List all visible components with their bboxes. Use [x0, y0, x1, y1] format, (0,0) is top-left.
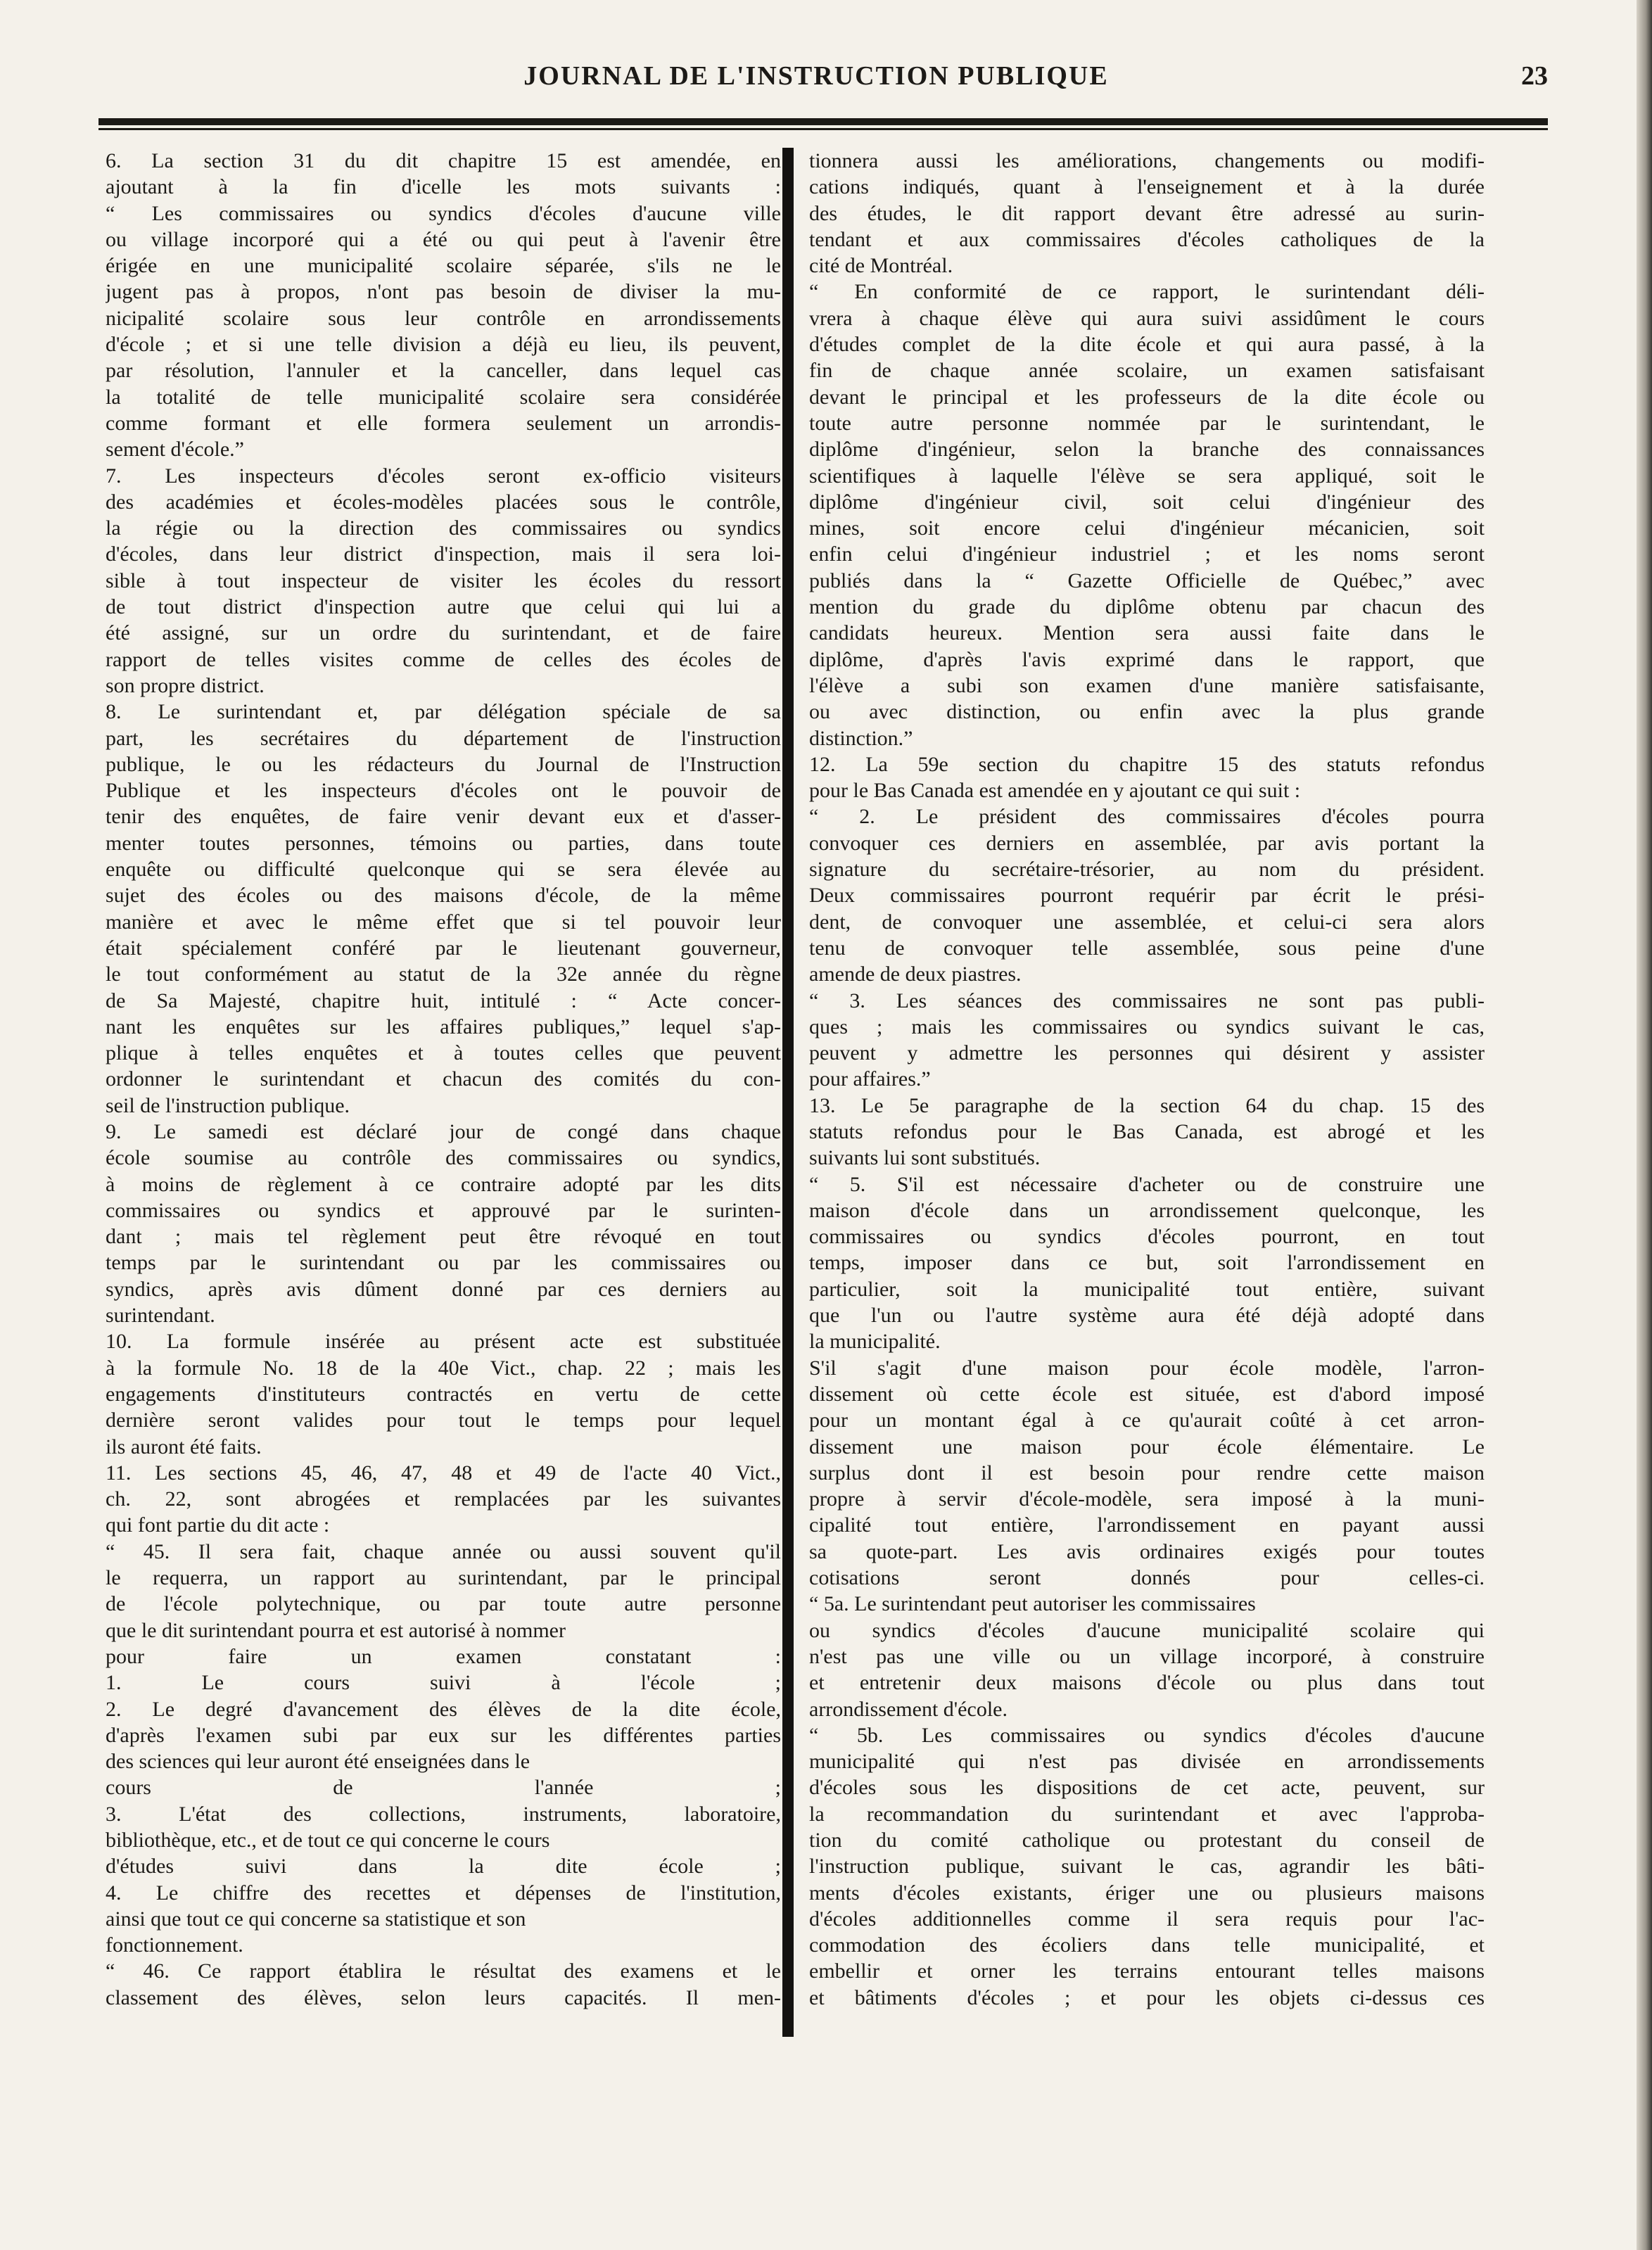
text-line: pour un montant égal à ce qu'aurait coûté à cet arron- — [809, 1409, 1485, 1432]
running-title: JOURNAL DE L'INSTRUCTION PUBLIQUE — [523, 61, 1109, 91]
text-line: cations indiqués, quant à l'enseignement et à la durée — [809, 175, 1485, 199]
text-line: à moins de règlement à ce contraire adopté par les dits — [106, 1172, 781, 1196]
text-line: et bâtiments d'écoles ; et pour les objets ci-dessus ces — [809, 1985, 1485, 2009]
text-line: “ 46. Ce rapport établira le résultat des examens et le — [106, 1959, 781, 1983]
text-line: ch. 22, sont abrogées et remplacées par les suivantes — [106, 1487, 781, 1511]
text-line: d'écoles sous les dispositions de cet acte, peuvent, sur — [809, 1776, 1485, 1800]
text-line: “ 2. Le président des commissaires d'écoles pourra — [809, 805, 1485, 829]
page-header — [99, 61, 1548, 110]
text-line: ments d'écoles existants, ériger une ou plusieurs maisons — [809, 1881, 1485, 1905]
text-line: tionnera aussi les améliorations, changements ou modifi- — [809, 149, 1485, 172]
text-line: cité de Montréal. — [809, 254, 953, 278]
text-line: “ 5a. Le surintendant peut autoriser les commissaires — [809, 1592, 1256, 1616]
text-line: 1. Le cours suivi à l'école ; — [106, 1671, 781, 1695]
text-line: part, les secrétaires du département de l'instruction — [106, 726, 781, 750]
text-line: d'écoles additionnelles comme il sera requis pour l'ac- — [809, 1907, 1485, 1931]
text-line: syndics, après avis dûment donné par ces derniers au — [106, 1277, 781, 1301]
text-line: “ 45. Il sera fait, chaque année ou aussi souvent qu'il — [106, 1539, 781, 1563]
text-line: tenir des enquêtes, de faire venir devant eux et d'asser- — [106, 805, 781, 829]
text-line: à la formule No. 18 de la 40e Vict., chap. 22 ; mais les — [106, 1356, 781, 1380]
text-line: été assigné, sur un ordre du surintendant, et de faire — [106, 621, 781, 645]
text-line: mention du grade du diplôme obtenu par chacun des — [809, 595, 1485, 619]
text-line: surintendant. — [106, 1304, 215, 1328]
text-line: dissement où cette école est située, est d'abord imposé — [809, 1382, 1485, 1406]
text-line: 2. Le degré d'avancement des élèves de la dite école, — [106, 1697, 781, 1721]
text-line: des sciences qui leur auront été enseignées dans le — [106, 1750, 530, 1774]
text-line: 3. L'état des collections, instruments, laboratoire, — [106, 1802, 781, 1826]
text-line: mines, soit encore celui d'ingénieur mécanicien, soit — [809, 516, 1485, 540]
text-line: que l'un ou l'autre système aura été déjà adopté dans — [809, 1304, 1485, 1328]
text-line: dant ; mais tel règlement peut être révoqué en tout — [106, 1225, 781, 1249]
text-line: 12. La 59e section du chapitre 15 des statuts refondus — [809, 752, 1485, 776]
text-line: la recommandation du surintendant et avec l'approba- — [809, 1802, 1485, 1826]
text-line: tenu de convoquer telle assemblée, sous peine d'une — [809, 936, 1485, 960]
text-line: tendant et aux commissaires d'écoles catholiques de la — [809, 227, 1485, 251]
text-line: “ 5b. Les commissaires ou syndics d'écoles d'aucune — [809, 1723, 1485, 1747]
text-line: “ Les commissaires ou syndics d'écoles d'aucune ville — [106, 201, 781, 225]
text-line: publique, le ou les rédacteurs du Journal de l'Instruction — [106, 752, 781, 776]
text-line: le requerra, un rapport au surintendant, par le principal — [106, 1566, 781, 1590]
text-line: devant le principal et les professeurs de la dite école ou — [809, 385, 1485, 409]
text-line: d'après l'examen subi par eux sur les différentes parties — [106, 1723, 781, 1747]
text-line: pour affaires.” — [809, 1067, 931, 1091]
text-line: enfin celui d'ingénieur industriel ; et les noms seront — [809, 542, 1485, 566]
left-column — [106, 148, 781, 2011]
text-line: arrondissement d'école. — [809, 1697, 1008, 1721]
text-line: 11. Les sections 45, 46, 47, 48 et 49 de l'acte 40 Vict., — [106, 1461, 781, 1485]
text-line: son propre district. — [106, 673, 265, 697]
text-line: propre à servir d'école-modèle, sera imposé à la muni- — [809, 1487, 1485, 1511]
text-line: jugent pas à propos, n'ont pas besoin de diviser la mu- — [106, 280, 781, 304]
text-line: sement d'école.” — [106, 438, 244, 462]
text-line: distinction.” — [809, 726, 913, 750]
text-line: embellir et orner les terrains entourant telles maisons — [809, 1959, 1485, 1983]
text-line: maison d'école dans un arrondissement quelconque, les — [809, 1198, 1485, 1222]
text-line: Deux commissaires pourront requérir par écrit le prési- — [809, 884, 1485, 908]
text-line: commissaires ou syndics d'écoles pourront, en tout — [809, 1225, 1485, 1249]
text-line: diplôme d'ingénieur civil, soit celui d'ingénieur des — [809, 490, 1485, 514]
text-line: érigée en une municipalité scolaire séparée, s'ils ne le — [106, 254, 781, 278]
text-line: nicipalité scolaire sous leur contrôle en arrondissements — [106, 306, 781, 330]
text-line: temps par le surintendant ou par les commissaires ou — [106, 1251, 781, 1275]
text-line: ques ; mais les commissaires ou syndics suivant le cas, — [809, 1015, 1485, 1038]
text-line: ils auront été faits. — [106, 1435, 262, 1458]
text-line: classement des élèves, selon leurs capacités. Il men- — [106, 1985, 781, 2009]
text-line: ajoutant à la fin d'icelle les mots suivants : — [106, 175, 781, 199]
text-line: statuts refondus pour le Bas Canada, est abrogé et les — [809, 1119, 1485, 1143]
text-line: surplus dont il est besoin pour rendre cette maison — [809, 1461, 1485, 1485]
text-line: particulier, soit la municipalité tout entière, suivant — [809, 1277, 1485, 1301]
text-line: des académies et écoles-modèles placées sous le contrôle, — [106, 490, 781, 514]
text-line: école soumise au contrôle des commissaires ou syndics, — [106, 1146, 781, 1170]
text-line: et entretenir deux maisons d'école ou plus dans tout — [809, 1671, 1485, 1695]
text-line: cipalité tout entière, l'arrondissement en payant aussi — [809, 1513, 1485, 1537]
text-line: la totalité de telle municipalité scolaire sera considérée — [106, 385, 781, 409]
text-line: de tout district d'inspection autre que celui qui lui a — [106, 595, 781, 619]
text-line: diplôme, d'après l'avis exprimé dans le rapport, que — [809, 647, 1485, 671]
text-line: par résolution, l'annuler et la canceller, dans lequel cas — [106, 359, 781, 383]
text-line: pour le Bas Canada est amendée en y ajoutant ce qui suit : — [809, 779, 1301, 803]
text-line: S'il s'agit d'une maison pour école modèle, l'arron- — [809, 1356, 1485, 1380]
text-line: l'instruction publique, suivant le cas, agrandir les bâti- — [809, 1855, 1485, 1879]
text-line: tion du comité catholique ou protestant du conseil de — [809, 1829, 1485, 1852]
text-line: ordonner le surintendant et chacun des comités du con- — [106, 1067, 781, 1091]
text-line: cotisations seront donnés pour celles-ci. — [809, 1566, 1485, 1590]
page-number: 23 — [1521, 61, 1548, 91]
text-line: vrera à chaque élève qui aura suivi assidûment le cours — [809, 306, 1485, 330]
text-line: nant les enquêtes sur les affaires publiques,” lequel s'ap- — [106, 1015, 781, 1038]
text-line: 4. Le chiffre des recettes et dépenses de l'institution, — [106, 1881, 781, 1905]
text-line: dent, de convoquer une assemblée, et celui-ci sera alors — [809, 910, 1485, 934]
text-line: temps, imposer dans ce but, soit l'arrondissement en — [809, 1251, 1485, 1275]
text-line: amende de deux piastres. — [809, 962, 1022, 986]
column-divider — [782, 148, 794, 2037]
text-line: 13. Le 5e paragraphe de la section 64 du chap. 15 des — [809, 1093, 1485, 1117]
text-line: d'école ; et si une telle division a déjà eu lieu, ils peuvent, — [106, 333, 781, 357]
text-line: 10. La formule insérée au présent acte est substituée — [106, 1330, 781, 1354]
text-line: commissaires ou syndics et approuvé par le surinten- — [106, 1198, 781, 1222]
right-column — [809, 148, 1485, 2011]
text-line: de l'école polytechnique, ou par toute autre personne — [106, 1592, 781, 1616]
text-line: 8. Le surintendant et, par délégation spéciale de sa — [106, 700, 781, 724]
text-line: comme formant et elle formera seulement un arrondis- — [106, 411, 781, 435]
text-line: publiés dans la “ Gazette Officielle de Québec,” avec — [809, 568, 1485, 592]
text-line: “ 3. Les séances des commissaires ne sont pas publi- — [809, 989, 1485, 1012]
text-line: municipalité qui n'est pas divisée en arrondissements — [809, 1750, 1485, 1774]
text-line: 7. Les inspecteurs d'écoles seront ex-officio visiteurs — [106, 464, 781, 488]
text-line: enquête ou difficulté quelconque qui se sera élevée au — [106, 858, 781, 882]
text-line: sujet des écoles ou des maisons d'école, de la même — [106, 884, 781, 908]
text-line: ou syndics d'écoles d'aucune municipalité scolaire qui — [809, 1618, 1485, 1642]
text-line: convoquer ces derniers en assemblée, par avis portant la — [809, 831, 1485, 855]
page-binding-edge — [1637, 0, 1652, 2250]
text-line: dissement une maison pour école élémentaire. Le — [809, 1435, 1485, 1458]
text-line: commodation des écoliers dans telle municipalité, et — [809, 1933, 1485, 1957]
text-line: ou avec distinction, ou enfin avec la plus grande — [809, 700, 1485, 724]
text-line: d'écoles, dans leur district d'inspection, mais il sera loi- — [106, 542, 781, 566]
text-line: qui font partie du dit acte : — [106, 1513, 330, 1537]
text-line: cours de l'année ; — [106, 1776, 781, 1800]
text-line: peuvent y admettre les personnes qui désirent y assister — [809, 1041, 1485, 1065]
text-line: suivants lui sont substitués. — [809, 1146, 1041, 1170]
text-line: candidats heureux. Mention sera aussi faite dans le — [809, 621, 1485, 645]
text-line: était spécialement conféré par le lieutenant gouverneur, — [106, 936, 781, 960]
text-line: manière et avec le même effet que si tel pouvoir leur — [106, 910, 781, 934]
text-line: l'élève a subi son examen d'une manière satisfaisante, — [809, 673, 1485, 697]
text-line: des études, le dit rapport devant être adressé au surin- — [809, 201, 1485, 225]
text-line: d'études suivi dans la dite école ; — [106, 1855, 781, 1879]
text-line: sa quote-part. Les avis ordinaires exigés pour toutes — [809, 1539, 1485, 1563]
text-line: engagements d'instituteurs contractés en vertu de cette — [106, 1382, 781, 1406]
text-line: “ En conformité de ce rapport, le surintendant déli- — [809, 280, 1485, 304]
text-line: rapport de telles visites comme de celles des écoles de — [106, 647, 781, 671]
text-line: plique à telles enquêtes et à toutes celles que peuvent — [106, 1041, 781, 1065]
text-line: dernière seront valides pour tout le temps pour lequel — [106, 1409, 781, 1432]
text-line: que le dit surintendant pourra et est autorisé à nommer — [106, 1618, 566, 1642]
text-line: fonctionnement. — [106, 1933, 243, 1957]
text-line: fin de chaque année scolaire, un examen satisfaisant — [809, 359, 1485, 383]
text-line: n'est pas une ville ou un village incorporé, à construire — [809, 1644, 1485, 1668]
text-line: la municipalité. — [809, 1330, 941, 1354]
text-line: menter toutes personnes, témoins ou parties, dans toute — [106, 831, 781, 855]
text-line: scientifiques à laquelle l'élève se sera appliqué, soit le — [809, 464, 1485, 488]
text-line: pour faire un examen constatant : — [106, 1644, 781, 1668]
text-line: ainsi que tout ce qui concerne sa statistique et son — [106, 1907, 526, 1931]
text-line: 9. Le samedi est déclaré jour de congé dans chaque — [106, 1119, 781, 1143]
text-line: sible à tout inspecteur de visiter les écoles du ressort — [106, 568, 781, 592]
text-line: seil de l'instruction publique. — [106, 1093, 350, 1117]
text-line: signature du secrétaire-trésorier, au nom du président. — [809, 858, 1485, 882]
text-line: diplôme d'ingénieur, selon la branche des connaissances — [809, 438, 1485, 462]
text-line: toute autre personne nommée par le surintendant, le — [809, 411, 1485, 435]
text-line: la régie ou la direction des commissaires ou syndics — [106, 516, 781, 540]
text-line: le tout conformément au statut de la 32e année du règne — [106, 962, 781, 986]
text-line: 6. La section 31 du dit chapitre 15 est amendée, en — [106, 149, 781, 172]
text-line: “ 5. S'il est nécessaire d'acheter ou de construire une — [809, 1172, 1485, 1196]
header-rule-thin — [99, 128, 1548, 130]
text-line: ou village incorporé qui a été ou qui peut à l'avenir être — [106, 227, 781, 251]
header-rule — [99, 118, 1548, 125]
text-line: de Sa Majesté, chapitre huit, intitulé : “ Acte concer- — [106, 989, 781, 1012]
text-line: Publique et les inspecteurs d'écoles ont le pouvoir de — [106, 779, 781, 803]
text-line: bibliothèque, etc., et de tout ce qui concerne le cours — [106, 1829, 550, 1852]
text-line: d'études complet de la dite école et qui aura passé, à la — [809, 333, 1485, 357]
